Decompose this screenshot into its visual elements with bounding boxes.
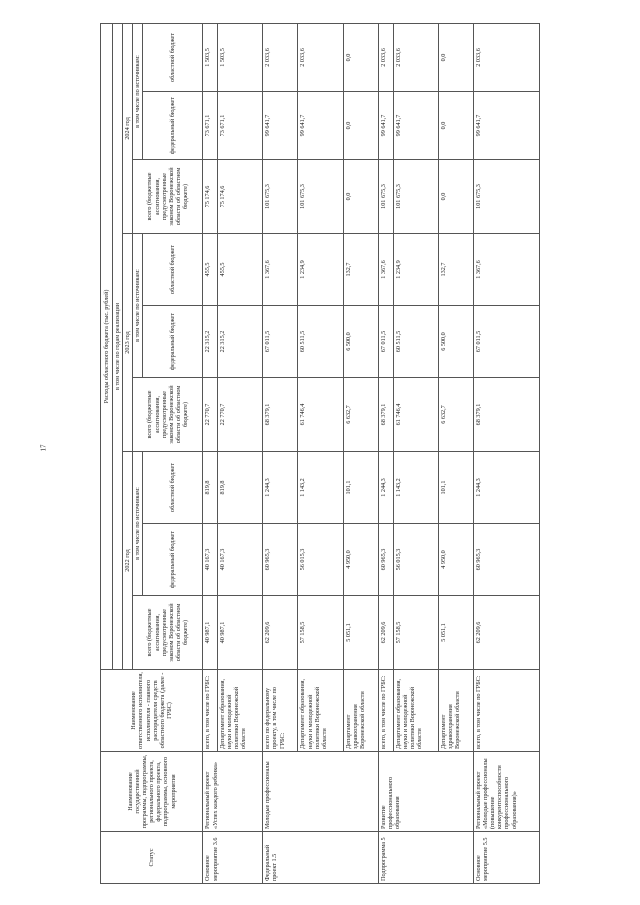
cell-value: 1 143,2 <box>298 452 343 524</box>
header-regional-2023: областной бюджет <box>143 234 203 306</box>
cell-value: 60 965,3 <box>378 524 393 596</box>
cell-value: 68 379,1 <box>378 378 393 452</box>
cell-value: 0,0 <box>438 160 473 234</box>
header-name: Наименование государственной программы, подпрограммы, регионального проекта, федерального проекта, подпрограммы, основного мероприятия <box>101 752 203 832</box>
budget-table-rotated <box>100 24 540 884</box>
cell-value: 132,7 <box>343 234 378 306</box>
cell-value: 67 011,5 <box>378 306 393 378</box>
cell-value: 5 051,1 <box>343 596 378 670</box>
cell-value: 22 315,2 <box>203 306 218 378</box>
cell-value: 1 234,9 <box>298 234 343 306</box>
page-number: 17 <box>39 444 48 452</box>
cell-value: 1 234,9 <box>393 234 438 306</box>
cell-value: 40 987,1 <box>217 596 262 670</box>
cell-value: 99 641,7 <box>378 92 393 160</box>
cell-value: 2 033,6 <box>473 23 539 91</box>
row-grbs: всего, в том числе по ГРБС: <box>378 670 393 752</box>
cell-value: 62 209,6 <box>378 596 393 670</box>
cell-value: 1 367,6 <box>378 234 393 306</box>
cell-value: 455,5 <box>217 234 262 306</box>
cell-value: 22 770,7 <box>203 378 218 452</box>
header-by-years: в том числе по годам реализации <box>113 23 123 669</box>
cell-value: 0,0 <box>343 92 378 160</box>
header-federal-2022: федеральный бюджет <box>143 524 203 596</box>
cell-value: 2 033,6 <box>378 23 393 91</box>
cell-value: 455,5 <box>203 234 218 306</box>
cell-value: 62 209,6 <box>263 596 298 670</box>
cell-value: 1 143,2 <box>393 452 438 524</box>
cell-value: 40 987,1 <box>203 596 218 670</box>
cell-value: 819,8 <box>203 452 218 524</box>
header-total-2024: всего (бюджетные ассигнования, предусмотренные законом Воронежской области об областном бюджете) <box>133 160 203 234</box>
row-status: Основное мероприятие 5.5 <box>473 832 539 884</box>
cell-value: 1 503,5 <box>203 23 218 91</box>
cell-value: 2 033,6 <box>393 23 438 91</box>
cell-value: 60 511,5 <box>393 306 438 378</box>
cell-value: 60 511,5 <box>298 306 343 378</box>
cell-value: 6 632,7 <box>438 378 473 452</box>
cell-value: 40 167,3 <box>217 524 262 596</box>
row-grbs: всего, в том числе по ГРБС: <box>203 670 218 752</box>
cell-value: 61 746,4 <box>298 378 343 452</box>
header-sources-2022: в том числе по источникам: <box>133 452 143 596</box>
header-year-2023: 2023 год <box>123 234 133 452</box>
header-year-2022: 2022 год <box>123 452 133 670</box>
header-sources-2024: в том числе по источникам: <box>133 23 143 159</box>
cell-value: 819,8 <box>217 452 262 524</box>
header-status: Статус <box>101 832 203 884</box>
header-year-2024: 2024 год <box>123 23 133 233</box>
cell-value: 75 174,6 <box>203 160 218 234</box>
row-name: Молодые профессионалы <box>263 752 379 832</box>
row-name: Развитие профессионального образования <box>378 752 473 832</box>
cell-value: 67 011,5 <box>473 306 539 378</box>
cell-value: 99 641,7 <box>298 92 343 160</box>
header-total-2022: всего (бюджетные ассигнования, предусмотренные законом Воронежской области об областном бюджете) <box>133 596 203 670</box>
cell-value: 0,0 <box>343 160 378 234</box>
cell-value: 56 015,3 <box>393 524 438 596</box>
cell-value: 57 158,5 <box>298 596 343 670</box>
cell-value: 101 675,3 <box>378 160 393 234</box>
header-sources-2023: в том числе по источникам: <box>133 234 143 378</box>
cell-value: 73 671,1 <box>203 92 218 160</box>
cell-value: 62 209,6 <box>473 596 539 670</box>
header-expenses: Расходы областного бюджета (тыс. рублей) <box>101 23 113 669</box>
cell-value: 68 379,1 <box>263 378 298 452</box>
cell-value: 22 315,2 <box>217 306 262 378</box>
cell-value: 6 500,0 <box>343 306 378 378</box>
cell-value: 1 244,3 <box>263 452 298 524</box>
cell-value: 101,1 <box>438 452 473 524</box>
table-row <box>378 23 393 883</box>
cell-value: 6 500,0 <box>438 306 473 378</box>
cell-value: 73 671,1 <box>217 92 262 160</box>
cell-value: 99 641,7 <box>393 92 438 160</box>
cell-value: 56 015,3 <box>298 524 343 596</box>
cell-value: 132,7 <box>438 234 473 306</box>
cell-value: 101 675,3 <box>473 160 539 234</box>
cell-value: 1 367,6 <box>473 234 539 306</box>
cell-value: 22 770,7 <box>217 378 262 452</box>
cell-value: 101 675,3 <box>263 160 298 234</box>
budget-table <box>100 23 540 884</box>
cell-value: 101 675,3 <box>298 160 343 234</box>
cell-value: 67 011,5 <box>263 306 298 378</box>
cell-value: 6 632,7 <box>343 378 378 452</box>
row-grbs: всего, в том числе по ГРБС: <box>473 670 539 752</box>
cell-value: 4 950,0 <box>438 524 473 596</box>
header-regional-2024: областной бюджет <box>143 23 203 91</box>
cell-value: 1 244,3 <box>473 452 539 524</box>
header-federal-2024: федеральный бюджет <box>143 92 203 160</box>
cell-value: 5 051,1 <box>438 596 473 670</box>
cell-value: 40 167,3 <box>203 524 218 596</box>
header-regional-2022: областной бюджет <box>143 452 203 524</box>
header-federal-2023: федеральный бюджет <box>143 306 203 378</box>
table-row <box>263 23 298 883</box>
cell-value: 60 965,3 <box>473 524 539 596</box>
cell-value: 75 174,6 <box>217 160 262 234</box>
cell-value: 99 641,7 <box>473 92 539 160</box>
cell-value: 68 379,1 <box>473 378 539 452</box>
table-row <box>203 23 218 883</box>
row-grbs: Департамент здравоохранения Воронежской области <box>438 670 473 752</box>
cell-value: 101 675,3 <box>393 160 438 234</box>
cell-value: 57 158,5 <box>393 596 438 670</box>
header-grbs: Наименование ответственного исполнителя, исполнителя - главного распорядителя средств областного бюджета (далее - ГРБС) <box>101 670 203 752</box>
cell-value: 1 367,6 <box>263 234 298 306</box>
cell-value: 4 950,0 <box>343 524 378 596</box>
row-grbs: Департамент образования, науки и молодежной политики Воронежской области <box>393 670 438 752</box>
row-status: Подпрограмма 5 <box>378 832 473 884</box>
row-status: Федеральный проект 1.5 <box>263 832 379 884</box>
cell-value: 0,0 <box>438 23 473 91</box>
cell-value: 60 965,3 <box>263 524 298 596</box>
row-grbs: Департамент образования, науки и молодежной политики Воронежской области <box>217 670 262 752</box>
cell-value: 1 244,3 <box>378 452 393 524</box>
cell-value: 1 503,5 <box>217 23 262 91</box>
cell-value: 0,0 <box>438 92 473 160</box>
table-row <box>473 23 539 883</box>
cell-value: 0,0 <box>343 23 378 91</box>
header-total-2023: всего (бюджетные ассигнования, предусмотренные законом Воронежской области об областном бюджете) <box>133 378 203 452</box>
cell-value: 61 746,4 <box>393 378 438 452</box>
row-status: Основное мероприятие 3.6 <box>203 832 263 884</box>
row-name: Региональный проект «Успех каждого ребенка» <box>203 752 263 832</box>
row-grbs: Департамент образования, науки и молодежной политики Воронежской области <box>298 670 343 752</box>
cell-value: 2 033,6 <box>263 23 298 91</box>
row-grbs: Департамент здравоохранения Воронежской области <box>343 670 378 752</box>
row-name: Региональный проект «Молодые профессионалы (повышение конкурентоспособности профессионального образования)» <box>473 752 539 832</box>
cell-value: 99 641,7 <box>263 92 298 160</box>
row-grbs: всего по федеральному проекту, в том числе по ГРБС: <box>263 670 298 752</box>
cell-value: 101,1 <box>343 452 378 524</box>
cell-value: 2 033,6 <box>298 23 343 91</box>
